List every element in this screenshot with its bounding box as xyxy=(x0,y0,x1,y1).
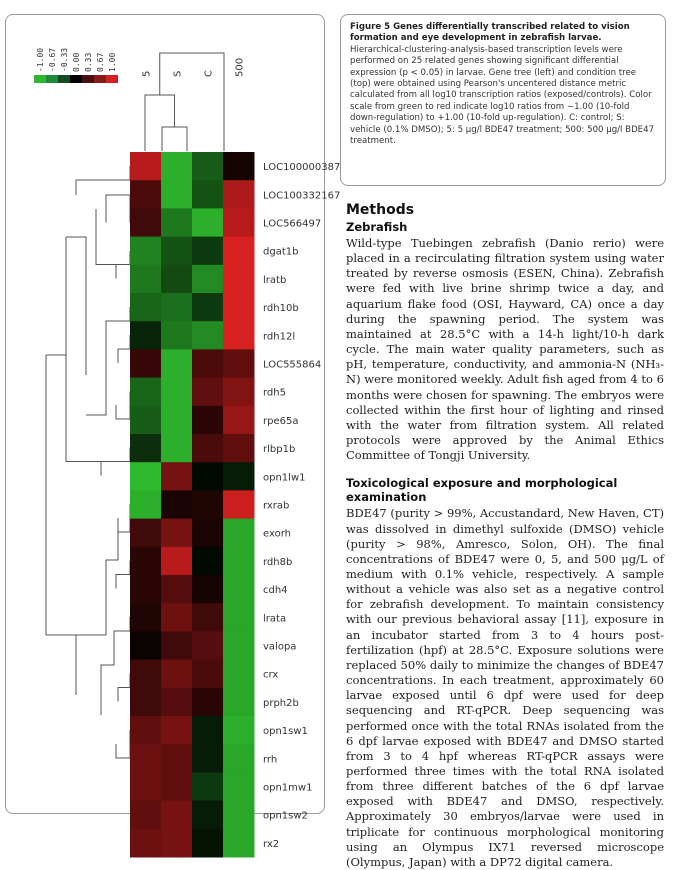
heatmap-cell xyxy=(161,519,193,548)
zebrafish-paragraph: Wild-type Tuebingen zebrafish (Danio rerio) were placed in a recirculating filtration system using water treated by reverse osmosis (ESEN, China). Zebrafish were fed with live brine shrimp twice a day, and aquarium flake food (OSI, Hayward, CA) once a day during the spawning period. The system was maintained at 28.5°C with a 14-h light/10-h dark cycle. The main water quality parameters, such as pH, temperature, conductivity, and ammonia-N (NH₃-N) were monitored weekly. Adult fish aged from 4 to 6 months were chosen for spawning. The embryos were collected within the first hour of lighting and rinsed with the water from filtration system. All related protocols were approved by the Animal Ethics Committee of Tongji University. xyxy=(346,236,664,463)
heatmap-cell xyxy=(192,801,224,830)
heatmap-cell xyxy=(192,321,224,350)
heatmap-cell xyxy=(161,490,193,519)
heatmap-cell xyxy=(223,603,255,632)
heatmap-cell xyxy=(192,406,224,435)
heatmap-cell xyxy=(192,293,224,322)
heatmap-cell xyxy=(223,237,255,266)
caption-text: Hierarchical-clustering-analysis-based transcription levels were performed on 25 related genes showing significant differential expression (p < 0.05) in larvae. Gene tree (left) and condition tree (top) were obtained using Pearson's uncentered distance metric calculated from all log10 transcription ratios (exposed/controls). Color scale from green to red indicate log10 ratios from −1.00 (10-fold down-regulation) to +1.00 (10-fold up-regulation). C: control; S: vehicle (0.1% DMSO); 5: 5 μg/l BDE47 treatment; 500: 500 μg/l BDE47 treatment. xyxy=(350,44,655,147)
condition-tree xyxy=(145,53,224,151)
gene-label: rx2 xyxy=(263,838,280,850)
gene-label: cdh4 xyxy=(263,585,288,597)
gene-tree-branch xyxy=(116,392,130,420)
gene-label: lratb xyxy=(263,274,287,286)
heatmap-cell xyxy=(223,378,255,407)
heatmap-cell xyxy=(161,575,193,604)
heatmap-cell xyxy=(130,829,162,858)
heatmap-cell xyxy=(223,547,255,576)
heatmap-cell xyxy=(130,406,162,435)
color-scale-label: 0.00 xyxy=(72,52,81,72)
gene-label: crx xyxy=(263,669,279,681)
heatmap-cell xyxy=(192,829,224,858)
gene-label: rxrab xyxy=(263,500,290,512)
heatmap-cell xyxy=(161,603,193,632)
gene-tree xyxy=(46,166,130,758)
heatmap-cell xyxy=(223,660,255,689)
heatmap-cell xyxy=(192,152,224,181)
gene-label: LOC100000387 xyxy=(263,162,341,174)
heatmap-cell xyxy=(161,462,193,491)
heatmap-cell xyxy=(192,265,224,294)
heatmap-cell xyxy=(223,180,255,209)
gene-label: lrata xyxy=(263,613,287,625)
heatmap-cell xyxy=(192,349,224,378)
heatmap-figure xyxy=(6,15,341,850)
gene-tree-branch xyxy=(86,335,106,415)
heatmap-cell xyxy=(223,490,255,519)
gene-label: opn1lw1 xyxy=(263,472,306,484)
figure-caption xyxy=(340,14,666,186)
color-scale-label: -1.00 xyxy=(36,47,45,72)
heatmap-cell xyxy=(192,688,224,717)
heatmap-cell xyxy=(130,434,162,463)
heatmap-cell xyxy=(161,716,193,745)
heatmap-cell xyxy=(130,519,162,548)
heatmap-cell xyxy=(223,406,255,435)
gene-tree-branch xyxy=(76,166,130,195)
heatmap-cell xyxy=(161,321,193,350)
color-scale-swatch xyxy=(106,75,118,83)
heatmap-cell xyxy=(161,547,193,576)
heatmap-cell xyxy=(130,603,162,632)
column-labels xyxy=(142,58,246,77)
gene-label: rdh10b xyxy=(263,303,299,315)
tox-paragraph: BDE47 (purity > 99%, Accustandard, New Haven, CT) was dissolved in dimethyl sulfoxide (DMSO) vehicle (purity > 98%, Amresco, Solon, OH). The final concentrations of BDE47 were 0, 5, and 500 μg/L of medium with 0.1% vehicle, respectively. A sample without a vehicle was also set as a negative control for zebrafish development. To maintain consistency with our previous behavioral assay [11], exposure in an incubator started from 3 to 4 hours post-fertilization (hpf) at 28.5°C. Exposure solutions were replaced 50% daily to minimize the changes of BDE47 concentrations. In each treatment, approximately 60 larvae exposed until 6 dpf were used for deep sequencing and RT-qPCR. Deep sequencing was performed once with the total RNAs isolated from the 6 dpf larvae exposed with BDE47 and DMSO started from 3 to 4 hpf whereas RT-qPCR assays were performed three times with the total RNA isolated from three different batches of the 6 dpf larvae exposed with BDE47 and DMSO, respectively. Approximately 30 embryos/larvae were used in triplicate for continuous morphological monitoring using an Olympus IX71 reversed microscope (Olympus, Japan) with a DP72 digital camera. xyxy=(346,506,664,869)
color-scale-label: 0.67 xyxy=(96,52,105,72)
gene-tree-branch xyxy=(116,561,130,589)
heatmap-cell xyxy=(223,152,255,181)
heatmap-cell xyxy=(130,180,162,209)
gene-label: rrh xyxy=(263,754,278,766)
heatmap-cell xyxy=(223,801,255,830)
heatmap-cell xyxy=(223,462,255,491)
gene-label: opn1sw2 xyxy=(263,810,308,822)
heatmap-cell xyxy=(130,378,162,407)
heatmap-cell xyxy=(130,462,162,491)
heatmap-cell xyxy=(161,688,193,717)
heatmap-cell xyxy=(130,744,162,773)
gene-label: LOC100332167 xyxy=(263,190,341,202)
heatmap-cell xyxy=(161,406,193,435)
heatmap-cell xyxy=(130,293,162,322)
heatmap-cell xyxy=(192,744,224,773)
heatmap-cell xyxy=(161,152,193,181)
gene-label: rdh12l xyxy=(263,331,296,343)
gene-label: rdh5 xyxy=(263,387,286,399)
heatmap-cell xyxy=(130,772,162,801)
heatmap-cell xyxy=(161,744,193,773)
gene-tree-branch xyxy=(101,448,130,476)
heatmap-cell xyxy=(192,575,224,604)
gene-label: opn1sw1 xyxy=(263,726,308,738)
heatmap-cell xyxy=(223,321,255,350)
heatmap-cell xyxy=(130,237,162,266)
heatmap-cell xyxy=(192,208,224,237)
heatmap-cell xyxy=(223,716,255,745)
heatmap-cell xyxy=(161,293,193,322)
heatmap-cell xyxy=(192,772,224,801)
heatmap-cell xyxy=(223,744,255,773)
heatmap-cell xyxy=(130,152,162,181)
heatmap-cell xyxy=(161,772,193,801)
gene-tree-branch xyxy=(118,335,130,363)
heatmap-cell xyxy=(223,349,255,378)
heatmap-cell xyxy=(130,716,162,745)
gene-label: LOC566497 xyxy=(263,218,322,230)
gene-tree-branch xyxy=(116,730,130,758)
heatmap-cell xyxy=(192,434,224,463)
gene-tree-branch xyxy=(101,638,114,715)
heatmap-cells xyxy=(130,152,255,858)
gene-tree-branch xyxy=(66,237,86,375)
zebrafish-heading: Zebrafish xyxy=(346,220,408,234)
gene-tree-branch xyxy=(118,674,130,702)
heatmap-cell xyxy=(223,772,255,801)
heatmap-cell xyxy=(161,434,193,463)
heatmap-cell xyxy=(161,829,193,858)
gene-label: dgat1b xyxy=(263,246,299,258)
methods-heading: Methods xyxy=(346,202,415,218)
heatmap-cell xyxy=(161,801,193,830)
heatmap-cell xyxy=(130,321,162,350)
column-label: 5 xyxy=(141,70,153,77)
gene-tree-branch xyxy=(46,355,76,635)
color-scale-label: 0.33 xyxy=(84,52,93,72)
heatmap-cell xyxy=(192,603,224,632)
gene-tree-branch xyxy=(106,307,130,349)
column-label: C xyxy=(203,70,215,77)
heatmap-cell xyxy=(223,519,255,548)
color-scale-swatch xyxy=(94,75,106,83)
heatmap-cell xyxy=(161,631,193,660)
heatmap-cell xyxy=(130,631,162,660)
gene-label: rpe65a xyxy=(263,415,299,427)
gene-label: exorh xyxy=(263,528,291,540)
heatmap-cell xyxy=(161,349,193,378)
caption-title: Figure 5 Genes differentially transcribed related to vision formation and eye development in zebrafish larvae. xyxy=(350,22,630,44)
heatmap-cell xyxy=(130,660,162,689)
color-scale-swatch xyxy=(70,75,82,83)
heatmap-cell xyxy=(192,547,224,576)
color-scale-swatch xyxy=(82,75,94,83)
heatmap-cell xyxy=(192,180,224,209)
heatmap-cell xyxy=(192,519,224,548)
color-scale-label: 1.00 xyxy=(108,52,117,72)
methods-section xyxy=(346,202,664,870)
heatmap-cell xyxy=(192,237,224,266)
heatmap-cell xyxy=(223,265,255,294)
heatmap-cell xyxy=(161,378,193,407)
gene-label: rlbp1b xyxy=(263,444,296,456)
gene-tree-branch xyxy=(116,251,130,279)
heatmap-cell xyxy=(223,208,255,237)
gene-tree-branch xyxy=(66,237,101,462)
heatmap-cell xyxy=(223,829,255,858)
color-scale-label: -0.67 xyxy=(48,47,57,72)
condition-tree-branch xyxy=(145,95,175,151)
color-scale-label: -0.33 xyxy=(60,47,69,72)
heatmap-cell xyxy=(223,575,255,604)
color-scale-swatch xyxy=(34,75,46,83)
heatmap-cell xyxy=(130,575,162,604)
gene-tree-branch xyxy=(106,195,130,223)
heatmap-cell xyxy=(130,801,162,830)
color-scale-swatch xyxy=(58,75,70,83)
tox-heading: Toxicological exposure and morphological examination xyxy=(346,476,618,505)
heatmap-cell xyxy=(192,631,224,660)
column-label: 500 xyxy=(234,57,246,77)
heatmap-cell xyxy=(130,490,162,519)
gene-label: rdh8b xyxy=(263,556,293,568)
heatmap-cell xyxy=(223,688,255,717)
gene-label: valopa xyxy=(263,641,297,653)
figure-panel xyxy=(5,14,341,850)
condition-tree-branch xyxy=(162,127,187,151)
heatmap-cell xyxy=(223,631,255,660)
heatmap-cell xyxy=(223,293,255,322)
gene-label: opn1mw1 xyxy=(263,782,313,794)
heatmap-cell xyxy=(130,547,162,576)
heatmap-cell xyxy=(223,434,255,463)
heatmap-cell xyxy=(192,462,224,491)
heatmap-cell xyxy=(161,237,193,266)
color-scale-swatch xyxy=(46,75,58,83)
column-label: S xyxy=(172,70,184,77)
heatmap-cell xyxy=(192,660,224,689)
heatmap-cell xyxy=(130,265,162,294)
gene-tree-branch xyxy=(114,617,130,645)
condition-tree-branch xyxy=(160,53,224,151)
heatmap-cell xyxy=(161,265,193,294)
heatmap-cell xyxy=(130,208,162,237)
heatmap-cell xyxy=(161,208,193,237)
heatmap-cell xyxy=(192,378,224,407)
heatmap-cell xyxy=(192,490,224,519)
heatmap-cell xyxy=(161,180,193,209)
gene-label: prph2b xyxy=(263,697,299,709)
heatmap-cell xyxy=(130,688,162,717)
gene-labels xyxy=(263,162,340,850)
heatmap-cell xyxy=(130,349,162,378)
heatmap-cell xyxy=(161,660,193,689)
gene-tree-branch xyxy=(118,504,130,532)
gene-label: LOC555864 xyxy=(263,359,322,371)
color-scale xyxy=(34,48,118,83)
heatmap-cell xyxy=(192,716,224,745)
